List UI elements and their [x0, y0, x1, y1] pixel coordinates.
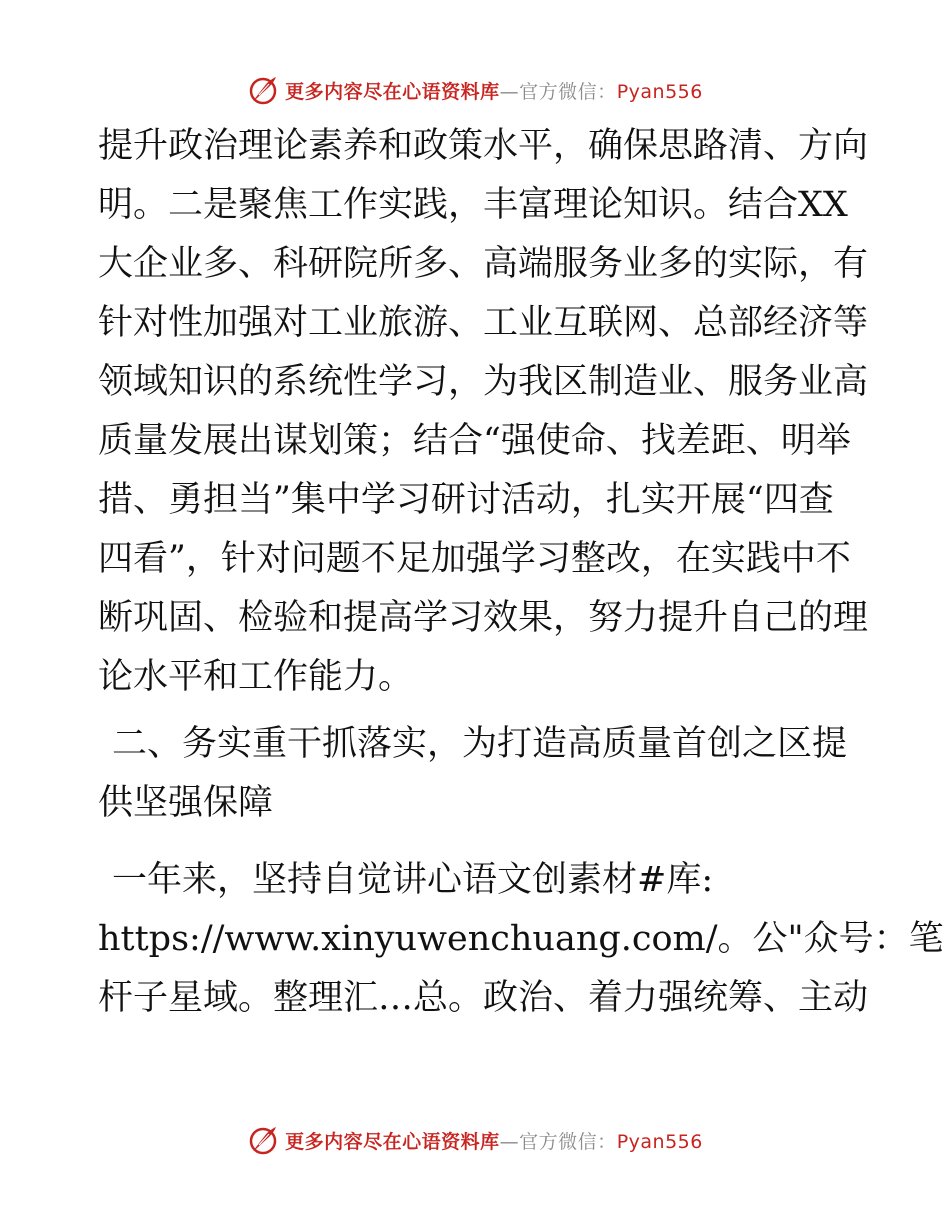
section-heading-line: 供坚强保障 [98, 783, 274, 823]
header-watermark-id: Pyan556 [616, 80, 703, 103]
paragraph-1-line: 论水平和工作能力。 [98, 657, 414, 697]
section-heading [98, 715, 848, 833]
footer-watermark-main: 更多内容尽在心语资料库 [285, 1130, 500, 1153]
paragraph-1-line: 大企业多、科研院所多、高端服务业多的实际，有 [98, 244, 869, 284]
section-heading-line: 二、务实重干抓落实，为打造高质量首创之区提 [112, 724, 848, 764]
paragraph-3 [98, 851, 944, 1028]
paragraph-1-line: 断巩固、检验和提高学习效果，努力提升自己的理 [98, 598, 869, 638]
paragraph-1-line: 措、勇担当”集中学习研讨活动，扎实开展“四查 [98, 480, 834, 520]
paragraph-1-line: 四看”，针对问题不足加强学习整改，在实践中不 [98, 539, 851, 579]
paragraph-1-line: 提升政治理论素养和政策水平，确保思路清、方向 [98, 126, 869, 166]
footer-watermark-text [285, 1127, 703, 1154]
paragraph-1 [98, 117, 869, 707]
header-watermark-text [285, 77, 703, 104]
paragraph-1-line: 领域知识的系统性学习，为我区制造业、服务业高 [98, 362, 869, 402]
footer-watermark-dash: —官方微信： [499, 1130, 617, 1153]
footer-watermark [0, 1120, 950, 1160]
footer-watermark-id: Pyan556 [616, 1130, 703, 1153]
paragraph-3-line: 杆子星域。整理汇…总。政治、着力强统筹、主动 [98, 978, 869, 1018]
paragraph-1-line: 针对性加强对工业旅游、工业互联网、总部经济等 [98, 303, 869, 343]
header-watermark-main: 更多内容尽在心语资料库 [285, 80, 500, 103]
paragraph-3-line: https://www.xinyuwenchuang.com/。公"众号：笔 [98, 919, 944, 959]
paragraph-1-line: 明。二是聚焦工作实践，丰富理论知识。结合XX [98, 185, 848, 225]
feather-pen-in-circle-icon [247, 74, 279, 106]
feather-pen-in-circle-icon [247, 1124, 279, 1156]
header-watermark [0, 70, 950, 110]
paragraph-1-line: 质量发展出谋划策；结合“强使命、找差距、明举 [98, 421, 851, 461]
paragraph-3-line: 一年来，坚持自觉讲心语文创素材#库: [112, 860, 714, 900]
header-watermark-dash: —官方微信： [499, 80, 617, 103]
